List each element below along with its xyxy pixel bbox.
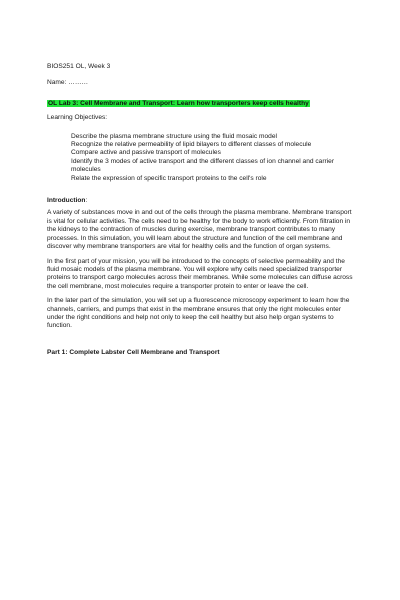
objective-item: Relate the expression of specific transport proteins to the cell's role (71, 174, 267, 182)
objectives-list (71, 133, 355, 183)
course-label: BIOS251 OL, Week 3 (47, 63, 111, 70)
objective-item: Identify the 3 modes of active transport and the different classes of ion channel and carrier molecules (71, 157, 335, 174)
objectives-heading: Learning Objectives: (47, 114, 108, 122)
part1-heading: Part 1: Complete Labster Cell Membrane and Transport (47, 348, 220, 356)
introduction-heading: Introduction: (47, 197, 88, 205)
objective-item: Describe the plasma membrane structure using the fluid mosaic model (71, 132, 277, 140)
objective-item: Recognize the relative permeability of lipid bilayers to different classes of molecule (71, 141, 312, 149)
introduction-heading-text: Introduction (47, 197, 86, 205)
objective-item: Compare active and passive transport of molecules (71, 149, 221, 157)
intro-paragraph-1: A variety of substances move in and out of the cells through the plasma membrane. Membrane transport is vital for cellular activities. The cells need to be healthy for the body to work efficiently. From filtration in the kidneys to the contraction of muscles during exercise, membrane transport contributes to many processes. In this simulation, you will learn about the structure and function of the cell membrane and discover why membrane transporters are vital for healthy cells and the function of organ systems. (47, 209, 352, 251)
intro-paragraph-2: In the first part of your mission, you will be introduced to the concepts of selective permeability and the fluid mosaic models of the plasma membrane. You will explore why cells need specialized transporter proteins to transport cargo molecules across their membranes. While some molecules can diffuse across the cell membrane, most molecules require a transporter protein to enter or leave the cell. (47, 257, 353, 290)
document-content (47, 63, 355, 357)
name-field: Name: ……… (47, 79, 89, 87)
intro-paragraph-3: In the later part of the simulation, you will set up a fluorescence microscopy experiment to learn how the channels, carriers, and pumps that exist in the membrane ensures that only the right molecules enter under the right conditions and help not only to keep the cell healthy but also help organ systems to function. (47, 297, 350, 330)
lab-title-text: OL Lab 3: Cell Membrane and Transport: Learn how transporters keep cells healthy (48, 99, 309, 107)
lab-title (47, 100, 355, 108)
